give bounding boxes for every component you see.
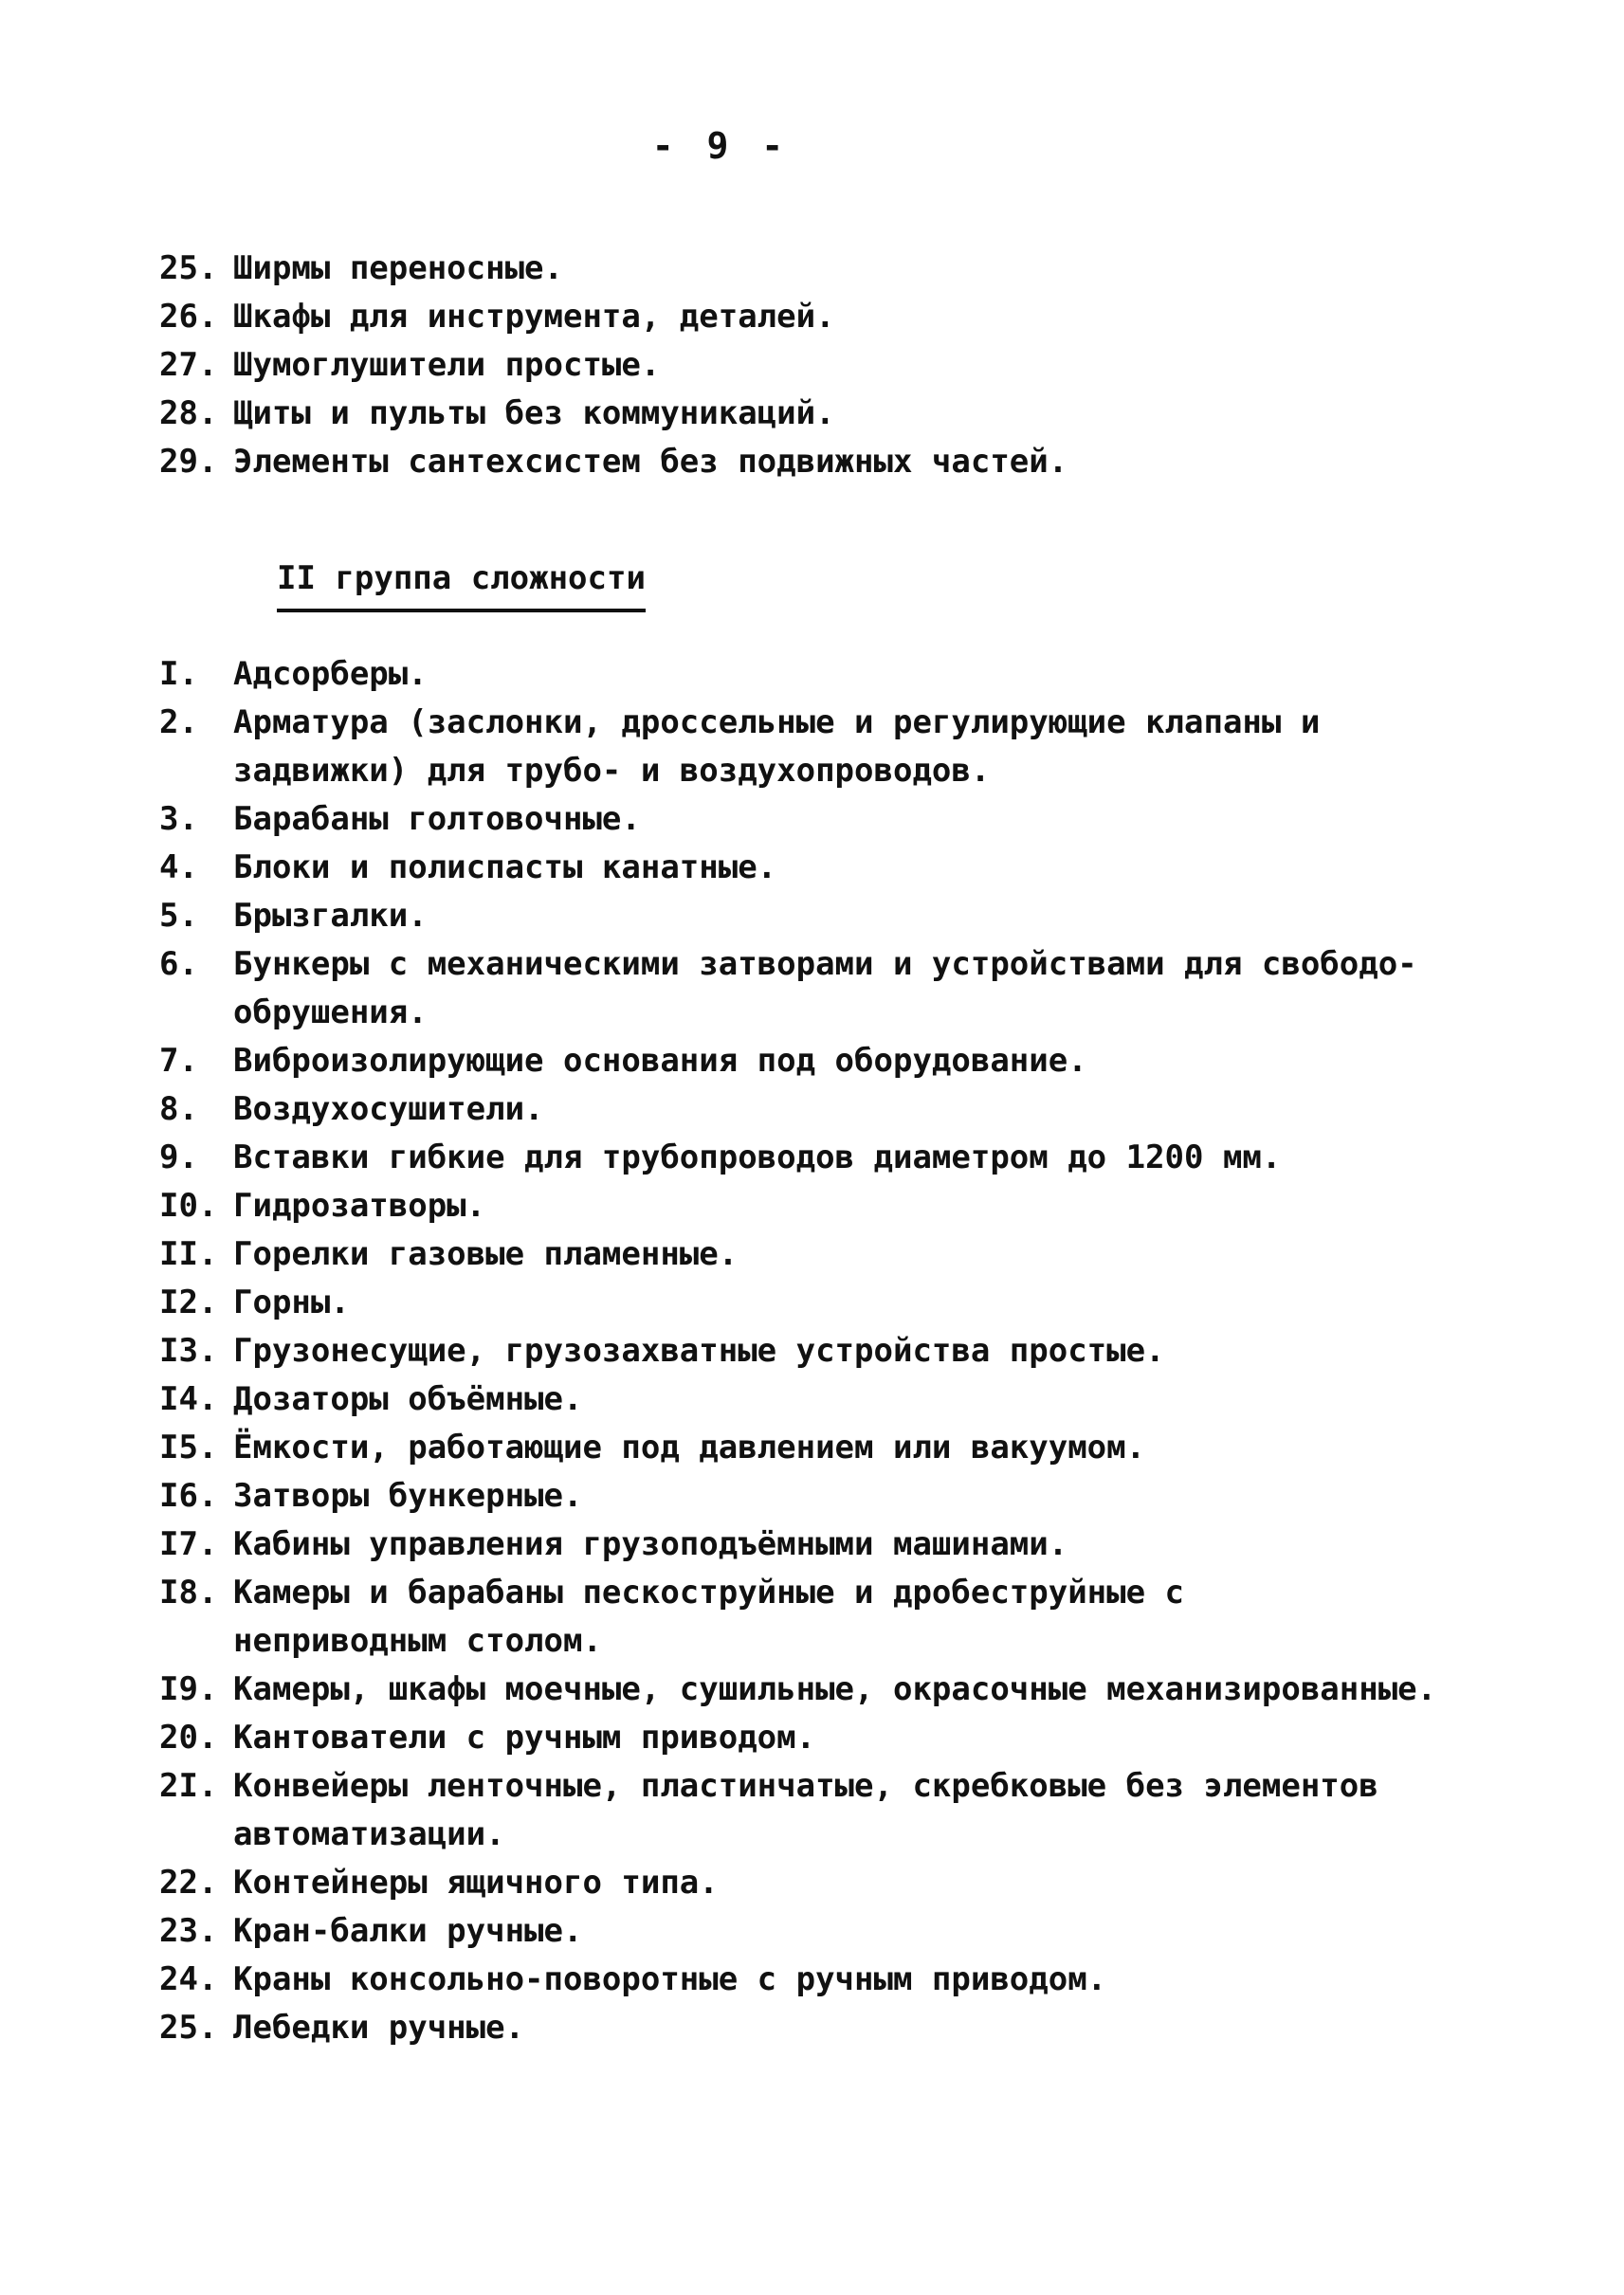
list-item [159, 1085, 1436, 1134]
item-number: 5. [159, 897, 198, 935]
item-number: 23. [159, 1912, 218, 1950]
item-number: 29. [159, 443, 218, 481]
item-text: Воздухосушители. [233, 1090, 544, 1128]
item-text: Краны консольно-поворотные с ручным приводом. [233, 1960, 1107, 1998]
item-number: I0. [159, 1187, 218, 1225]
section-heading: II группа сложности [277, 557, 646, 612]
list-item [159, 1714, 1436, 1762]
item-number: I7. [159, 1525, 218, 1563]
list-item [159, 1182, 1436, 1230]
list-item [159, 2004, 1436, 2052]
list-item [159, 1859, 1436, 1907]
item-text: Ёмкости, работающие под давлением или вакуумом. [233, 1429, 1146, 1466]
list-item [159, 1666, 1436, 1714]
item-text: Блоки и полиспасты канатные. [233, 848, 777, 886]
page-number: - 9 - [651, 125, 790, 167]
item-text: Камеры и барабаны пескоструйные и дробеструйные с неприводным столом. [233, 1574, 1185, 1660]
item-text: Арматура (заслонки, дроссельные и регулирующие клапаны и задвижки) для трубо- и воздухопроводов. [233, 703, 1321, 790]
item-number: I6. [159, 1477, 218, 1515]
list-item [159, 844, 1436, 892]
item-text: Горелки газовые пламенные. [233, 1235, 739, 1273]
list-item [159, 650, 1436, 699]
section-two-list [159, 650, 1436, 2052]
item-text: Кантователи с ручным приводом. [233, 1719, 816, 1757]
list-item [159, 1521, 1436, 1569]
item-number: 25. [159, 249, 218, 287]
item-text: Виброизолирующие основания под оборудование. [233, 1042, 1087, 1080]
item-number: 26. [159, 298, 218, 336]
item-text: Вставки гибкие для трубопроводов диаметром до 1200 мм. [233, 1138, 1282, 1176]
list-item [159, 1327, 1436, 1375]
list-item [159, 1134, 1436, 1182]
item-number: 20. [159, 1719, 218, 1757]
item-text: Кабины управления грузоподъёмными машинами. [233, 1525, 1068, 1563]
list-item [159, 293, 1067, 341]
list-item [159, 795, 1436, 844]
item-text: Лебедки ручные. [233, 2009, 525, 2047]
item-text: Дозаторы объёмные. [233, 1380, 583, 1418]
item-text: Грузонесущие, грузозахватные устройства простые. [233, 1332, 1165, 1370]
list-item [159, 892, 1436, 940]
list-item [159, 1762, 1436, 1859]
item-text: Кран-балки ручные. [233, 1912, 583, 1950]
list-item [159, 1424, 1436, 1472]
item-number: I5. [159, 1429, 218, 1466]
item-number: I3. [159, 1332, 218, 1370]
list-item [159, 1375, 1436, 1424]
item-text: Камеры, шкафы моечные, сушильные, окрасочные механизированные. [233, 1670, 1437, 1708]
item-number: 2I. [159, 1767, 218, 1805]
list-item [159, 341, 1067, 390]
item-text: Элементы сантехсистем без подвижных частей. [233, 443, 1068, 481]
item-text: Гидрозатворы. [233, 1187, 486, 1225]
list-item [159, 1279, 1436, 1327]
item-number: II. [159, 1235, 218, 1273]
list-item [159, 940, 1436, 1037]
list-item [159, 1569, 1436, 1666]
item-number: 8. [159, 1090, 198, 1128]
item-number: 7. [159, 1042, 198, 1080]
item-text: Шкафы для инструмента, деталей. [233, 298, 835, 336]
item-number: 3. [159, 800, 198, 838]
item-text: Затворы бункерные. [233, 1477, 583, 1515]
item-text: Бункеры с механическими затворами и устройствами для свободо- обрушения. [233, 945, 1417, 1031]
item-number: I. [159, 655, 198, 693]
item-text: Конвейеры ленточные, пластинчатые, скребковые без элементов автоматизации. [233, 1767, 1378, 1853]
list-item [159, 1230, 1436, 1279]
section-one-list [159, 245, 1067, 486]
item-text: Барабаны голтовочные. [233, 800, 641, 838]
item-number: 25. [159, 2009, 218, 2047]
item-number: 28. [159, 394, 218, 432]
item-number: I8. [159, 1574, 218, 1612]
item-text: Контейнеры ящичного типа. [233, 1864, 719, 1902]
item-text: Ширмы переносные. [233, 249, 563, 287]
list-item [159, 1907, 1436, 1956]
item-number: 4. [159, 848, 198, 886]
list-item [159, 699, 1436, 795]
item-number: 24. [159, 1960, 218, 1998]
item-number: I9. [159, 1670, 218, 1708]
item-number: 27. [159, 346, 218, 384]
list-item [159, 438, 1067, 486]
item-text: Щиты и пульты без коммуникаций. [233, 394, 835, 432]
item-number: 2. [159, 703, 198, 741]
item-text: Адсорберы. [233, 655, 428, 693]
item-text: Горны. [233, 1284, 350, 1321]
item-number: 22. [159, 1864, 218, 1902]
list-item [159, 1956, 1436, 2004]
list-item [159, 1037, 1436, 1085]
item-number: 9. [159, 1138, 198, 1176]
item-number: I4. [159, 1380, 218, 1418]
list-item [159, 245, 1067, 293]
item-number: 6. [159, 945, 198, 983]
list-item [159, 390, 1067, 438]
item-number: I2. [159, 1284, 218, 1321]
item-text: Брызгалки. [233, 897, 428, 935]
list-item [159, 1472, 1436, 1521]
item-text: Шумоглушители простые. [233, 346, 661, 384]
